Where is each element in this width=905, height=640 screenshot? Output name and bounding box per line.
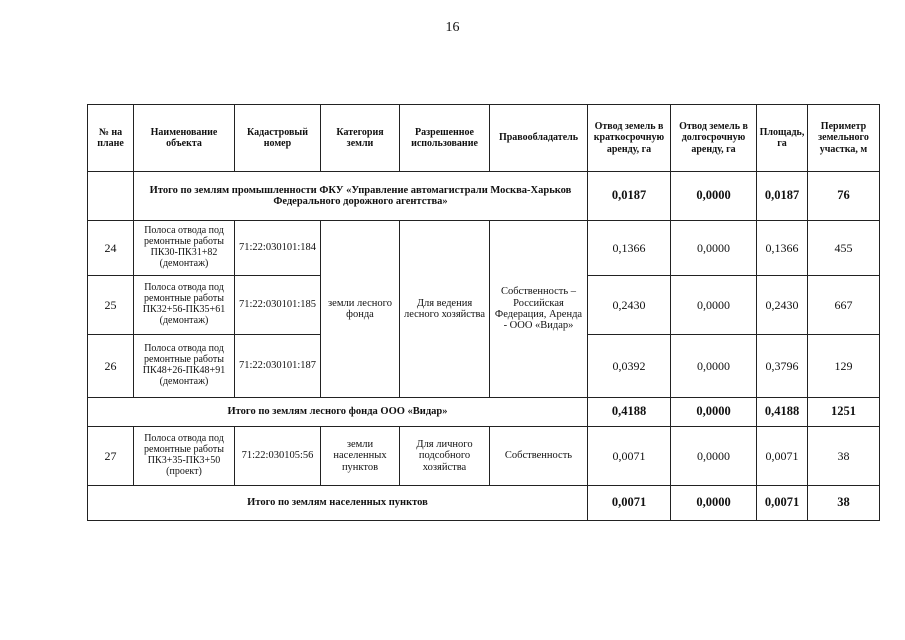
permitted-use: Для ведения лесного хозяйства [400, 221, 490, 398]
area: 0,0071 [757, 427, 808, 486]
row-num: 27 [88, 427, 134, 486]
page-number: 16 [445, 20, 460, 35]
land-allocation-table [87, 104, 880, 521]
area: 0,1366 [757, 221, 808, 276]
total-perimeter: 76 [808, 172, 880, 221]
header-category: Категория земли [321, 105, 400, 172]
total-long-lease: 0,0000 [671, 172, 757, 221]
object-name: Полоса отвода под ремонтные работы ПК30-ПК31+82 (демонтаж) [134, 221, 235, 276]
header-num: № на плане [88, 105, 134, 172]
total-perimeter: 1251 [808, 398, 880, 427]
total-area: 0,0187 [757, 172, 808, 221]
cadastral-number: 71:22:030105:56 [235, 427, 321, 486]
cadastral-number: 71:22:030101:187 [235, 335, 321, 398]
perimeter: 38 [808, 427, 880, 486]
total-row-industry [88, 172, 880, 221]
header-short-lease: Отвод земель в краткосрочную аренду, га [588, 105, 671, 172]
total-label-forest: Итого по землям лесного фонда ООО «Видар» [88, 398, 588, 427]
long-lease: 0,0000 [671, 335, 757, 398]
header-row [88, 105, 880, 172]
land-category: земли населенных пунктов [321, 427, 400, 486]
total-long-lease: 0,0000 [671, 398, 757, 427]
long-lease: 0,0000 [671, 276, 757, 335]
total-perimeter: 38 [808, 486, 880, 521]
permitted-use: Для личного подсобного хозяйства [400, 427, 490, 486]
header-cadastral: Кадастровый номер [235, 105, 321, 172]
long-lease: 0,0000 [671, 221, 757, 276]
area: 0,2430 [757, 276, 808, 335]
header-area: Площадь, га [757, 105, 808, 172]
owner: Собственность – Российская Федерация, Аренда - ООО «Видар» [490, 221, 588, 398]
object-name: Полоса отвода под ремонтные работы ПК3+35-ПК3+50 (проект) [134, 427, 235, 486]
total-short-lease: 0,4188 [588, 398, 671, 427]
object-name: Полоса отвода под ремонтные работы ПК48+26-ПК48+91 (демонтаж) [134, 335, 235, 398]
row-num: 26 [88, 335, 134, 398]
total-label-settlements: Итого по землям населенных пунктов [88, 486, 588, 521]
owner: Собственность [490, 427, 588, 486]
short-lease: 0,2430 [588, 276, 671, 335]
header-name: Наименование объекта [134, 105, 235, 172]
short-lease: 0,0392 [588, 335, 671, 398]
short-lease: 0,0071 [588, 427, 671, 486]
empty-cell [88, 172, 134, 221]
total-short-lease: 0,0187 [588, 172, 671, 221]
total-row-settlements [88, 486, 880, 521]
total-long-lease: 0,0000 [671, 486, 757, 521]
total-area: 0,4188 [757, 398, 808, 427]
total-short-lease: 0,0071 [588, 486, 671, 521]
perimeter: 667 [808, 276, 880, 335]
header-perimeter: Периметр земельного участка, м [808, 105, 880, 172]
land-category: земли лесного фонда [321, 221, 400, 398]
table-row [88, 427, 880, 486]
header-long-lease: Отвод земель в долгосрочную аренду, га [671, 105, 757, 172]
long-lease: 0,0000 [671, 427, 757, 486]
total-label-industry: Итого по землям промышленности ФКУ «Управление автомагистрали Москва-Харьков Федерального дорожного агентства» [134, 172, 588, 221]
object-name: Полоса отвода под ремонтные работы ПК32+56-ПК35+61 (демонтаж) [134, 276, 235, 335]
table-row [88, 221, 880, 276]
area: 0,3796 [757, 335, 808, 398]
short-lease: 0,1366 [588, 221, 671, 276]
cadastral-number: 71:22:030101:185 [235, 276, 321, 335]
row-num: 24 [88, 221, 134, 276]
header-owner: Правообладатель [490, 105, 588, 172]
perimeter: 455 [808, 221, 880, 276]
total-area: 0,0071 [757, 486, 808, 521]
perimeter: 129 [808, 335, 880, 398]
row-num: 25 [88, 276, 134, 335]
total-row-forest [88, 398, 880, 427]
header-use: Разрешенное использование [400, 105, 490, 172]
cadastral-number: 71:22:030101:184 [235, 221, 321, 276]
